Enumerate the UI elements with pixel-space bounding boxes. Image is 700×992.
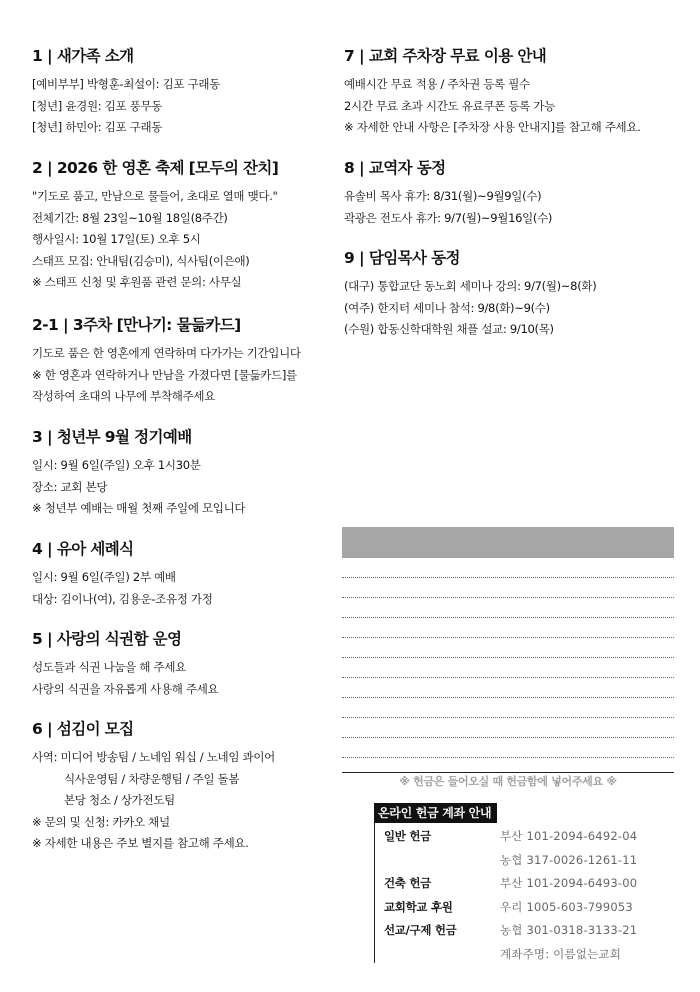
notice-section	[344, 156, 674, 229]
section-line: (수원) 합동신학대학원 채플 설교: 9/10(목)	[344, 322, 554, 336]
section-line: 대상: 김이나(여), 김용운-조유정 가정	[32, 591, 213, 606]
section-line: ※ 한 영혼과 연락하거나 만남을 가졌다면 [물듦카드]를	[32, 367, 297, 382]
section-title: 2 | 2026 한 영혼 축제 [모두의 잔치]	[32, 159, 279, 177]
section-title: 8 | 교역자 동정	[344, 159, 446, 177]
section-line: ※ 스태프 신청 및 후원품 관련 문의: 사무실	[32, 275, 242, 289]
notice-section	[344, 246, 674, 341]
section-line: 예배시간 무료 적용 / 주차권 등록 필수	[344, 77, 530, 91]
section-line: 유솔비 목사 휴가: 8/31(월)~9월9일(수)	[344, 189, 542, 203]
section-title: 1 | 새가족 소개	[32, 47, 134, 65]
section-line: 기도로 품은 한 영혼에게 연락하며 다가가는 기간입니다	[32, 346, 301, 360]
account-label: 선교/구제 헌금	[384, 923, 457, 937]
section-line: 전체기간: 8월 23일~10월 18일(8주간)	[32, 210, 228, 225]
section-title: 5 | 사랑의 식권함 운영	[32, 630, 182, 648]
note-writing-line	[342, 658, 674, 678]
account-label: 교회학교 후원	[384, 899, 453, 914]
section-line: 사랑의 식권을 자유롭게 사용해 주세요	[32, 681, 219, 696]
account-label: 일반 헌금	[384, 829, 431, 843]
note-writing-line	[342, 638, 674, 658]
note-writing-line	[342, 598, 674, 618]
notice-section	[32, 156, 337, 294]
account-number: 농협 301-0318-3133-21	[500, 923, 638, 937]
section-title: 7 | 교회 주차장 무료 이용 안내	[344, 47, 547, 65]
section-line: ※ 청년부 예배는 매월 첫째 주일에 모입니다	[32, 501, 246, 515]
note-writing-line	[342, 738, 674, 758]
note-writing-line	[342, 618, 674, 638]
notes-header-bar	[342, 527, 674, 558]
account-number: 우리 1005-603-799053	[500, 899, 633, 914]
section-title: 4 | 유아 세례식	[32, 540, 134, 558]
section-line: 성도들과 식권 나눔을 해 주세요	[32, 660, 186, 674]
notes-box	[342, 527, 674, 758]
notice-section	[32, 537, 337, 610]
section-line: 곽광은 전도사 휴가: 9/7(월)~9월16일(수)	[344, 210, 553, 225]
notice-section	[32, 627, 337, 700]
notice-section	[32, 313, 337, 408]
section-line: [청년] 하민아: 김포 구래동	[32, 120, 163, 134]
section-line: ※ 자세한 내용은 주보 별지를 참고해 주세요.	[32, 836, 249, 850]
section-line: (대구) 통합교단 동노회 세미나 강의: 9/7(월)~8(화)	[344, 279, 597, 293]
account-row	[384, 899, 684, 919]
notice-section	[32, 44, 337, 139]
note-writing-line	[342, 718, 674, 738]
account-row	[384, 828, 684, 848]
accounts-title: 온라인 헌금 계좌 안내	[374, 803, 497, 823]
note-writing-line	[342, 558, 674, 578]
account-label: 건축 헌금	[384, 876, 431, 890]
section-line: [청년] 윤경원: 김포 풍무동	[32, 98, 163, 113]
account-number: 계좌주명: 이름없는교회	[500, 946, 622, 961]
section-line: 작성하여 초대의 나무에 부착해주세요	[32, 389, 216, 403]
section-line: [예비부부] 박형훈-최설이: 김포 구래동	[32, 77, 220, 91]
notice-section	[32, 425, 337, 520]
section-line: 본당 청소 / 상가전도팀	[64, 793, 175, 807]
section-line: 식사운영팀 / 차량운행팀 / 주일 돌봄	[64, 771, 240, 786]
notice-section	[32, 717, 337, 855]
section-line: "기도로 품고, 만남으로 물들어, 초대로 열매 맺다."	[32, 189, 278, 203]
section-title: 3 | 청년부 9월 정기예배	[32, 428, 192, 446]
account-number: 농협 317-0026-1261-11	[500, 852, 638, 867]
account-row	[384, 922, 684, 942]
section-line: 일시: 9월 6일(주일) 2부 예배	[32, 570, 176, 584]
note-writing-line	[342, 698, 674, 718]
section-line: 일시: 9월 6일(주일) 오후 1시30분	[32, 458, 201, 472]
section-line: (여주) 한지터 세미나 참석: 9/8(화)~9(수)	[344, 300, 550, 315]
section-line: 스태프 모집: 안내팀(김승미), 식사팀(이은애)	[32, 253, 250, 268]
account-row	[384, 946, 684, 966]
accounts-vertical-rule	[374, 804, 375, 963]
section-line: 2시간 무료 초과 시간도 유료쿠폰 등록 가능	[344, 98, 555, 113]
section-title: 6 | 섬김이 모집	[32, 720, 134, 738]
account-row	[384, 852, 684, 872]
section-line: 행사일시: 10월 17일(토) 오후 5시	[32, 232, 201, 246]
account-row	[384, 875, 684, 895]
note-writing-line	[342, 578, 674, 598]
section-line: ※ 자세한 안내 사항은 [주차장 사용 안내지]를 참고해 주세요.	[344, 120, 641, 134]
notice-section	[344, 44, 674, 139]
note-writing-line	[342, 678, 674, 698]
account-number: 부산 101-2094-6493-00	[500, 876, 638, 890]
account-number: 부산 101-2094-6492-04	[500, 829, 638, 843]
offering-note: ※ 헌금은 들어오실 때 헌금함에 넣어주세요 ※	[399, 775, 617, 788]
section-line: 장소: 교회 본당	[32, 479, 108, 494]
section-title: 9 | 담임목사 동정	[344, 249, 460, 267]
section-line: 사역: 미디어 방송팀 / 노네임 워십 / 노네임 콰이어	[32, 750, 275, 764]
section-line: ※ 문의 및 신청: 카카오 채널	[32, 814, 170, 829]
section-title: 2-1 | 3주차 [만나기: 물듦카드]	[32, 316, 241, 334]
